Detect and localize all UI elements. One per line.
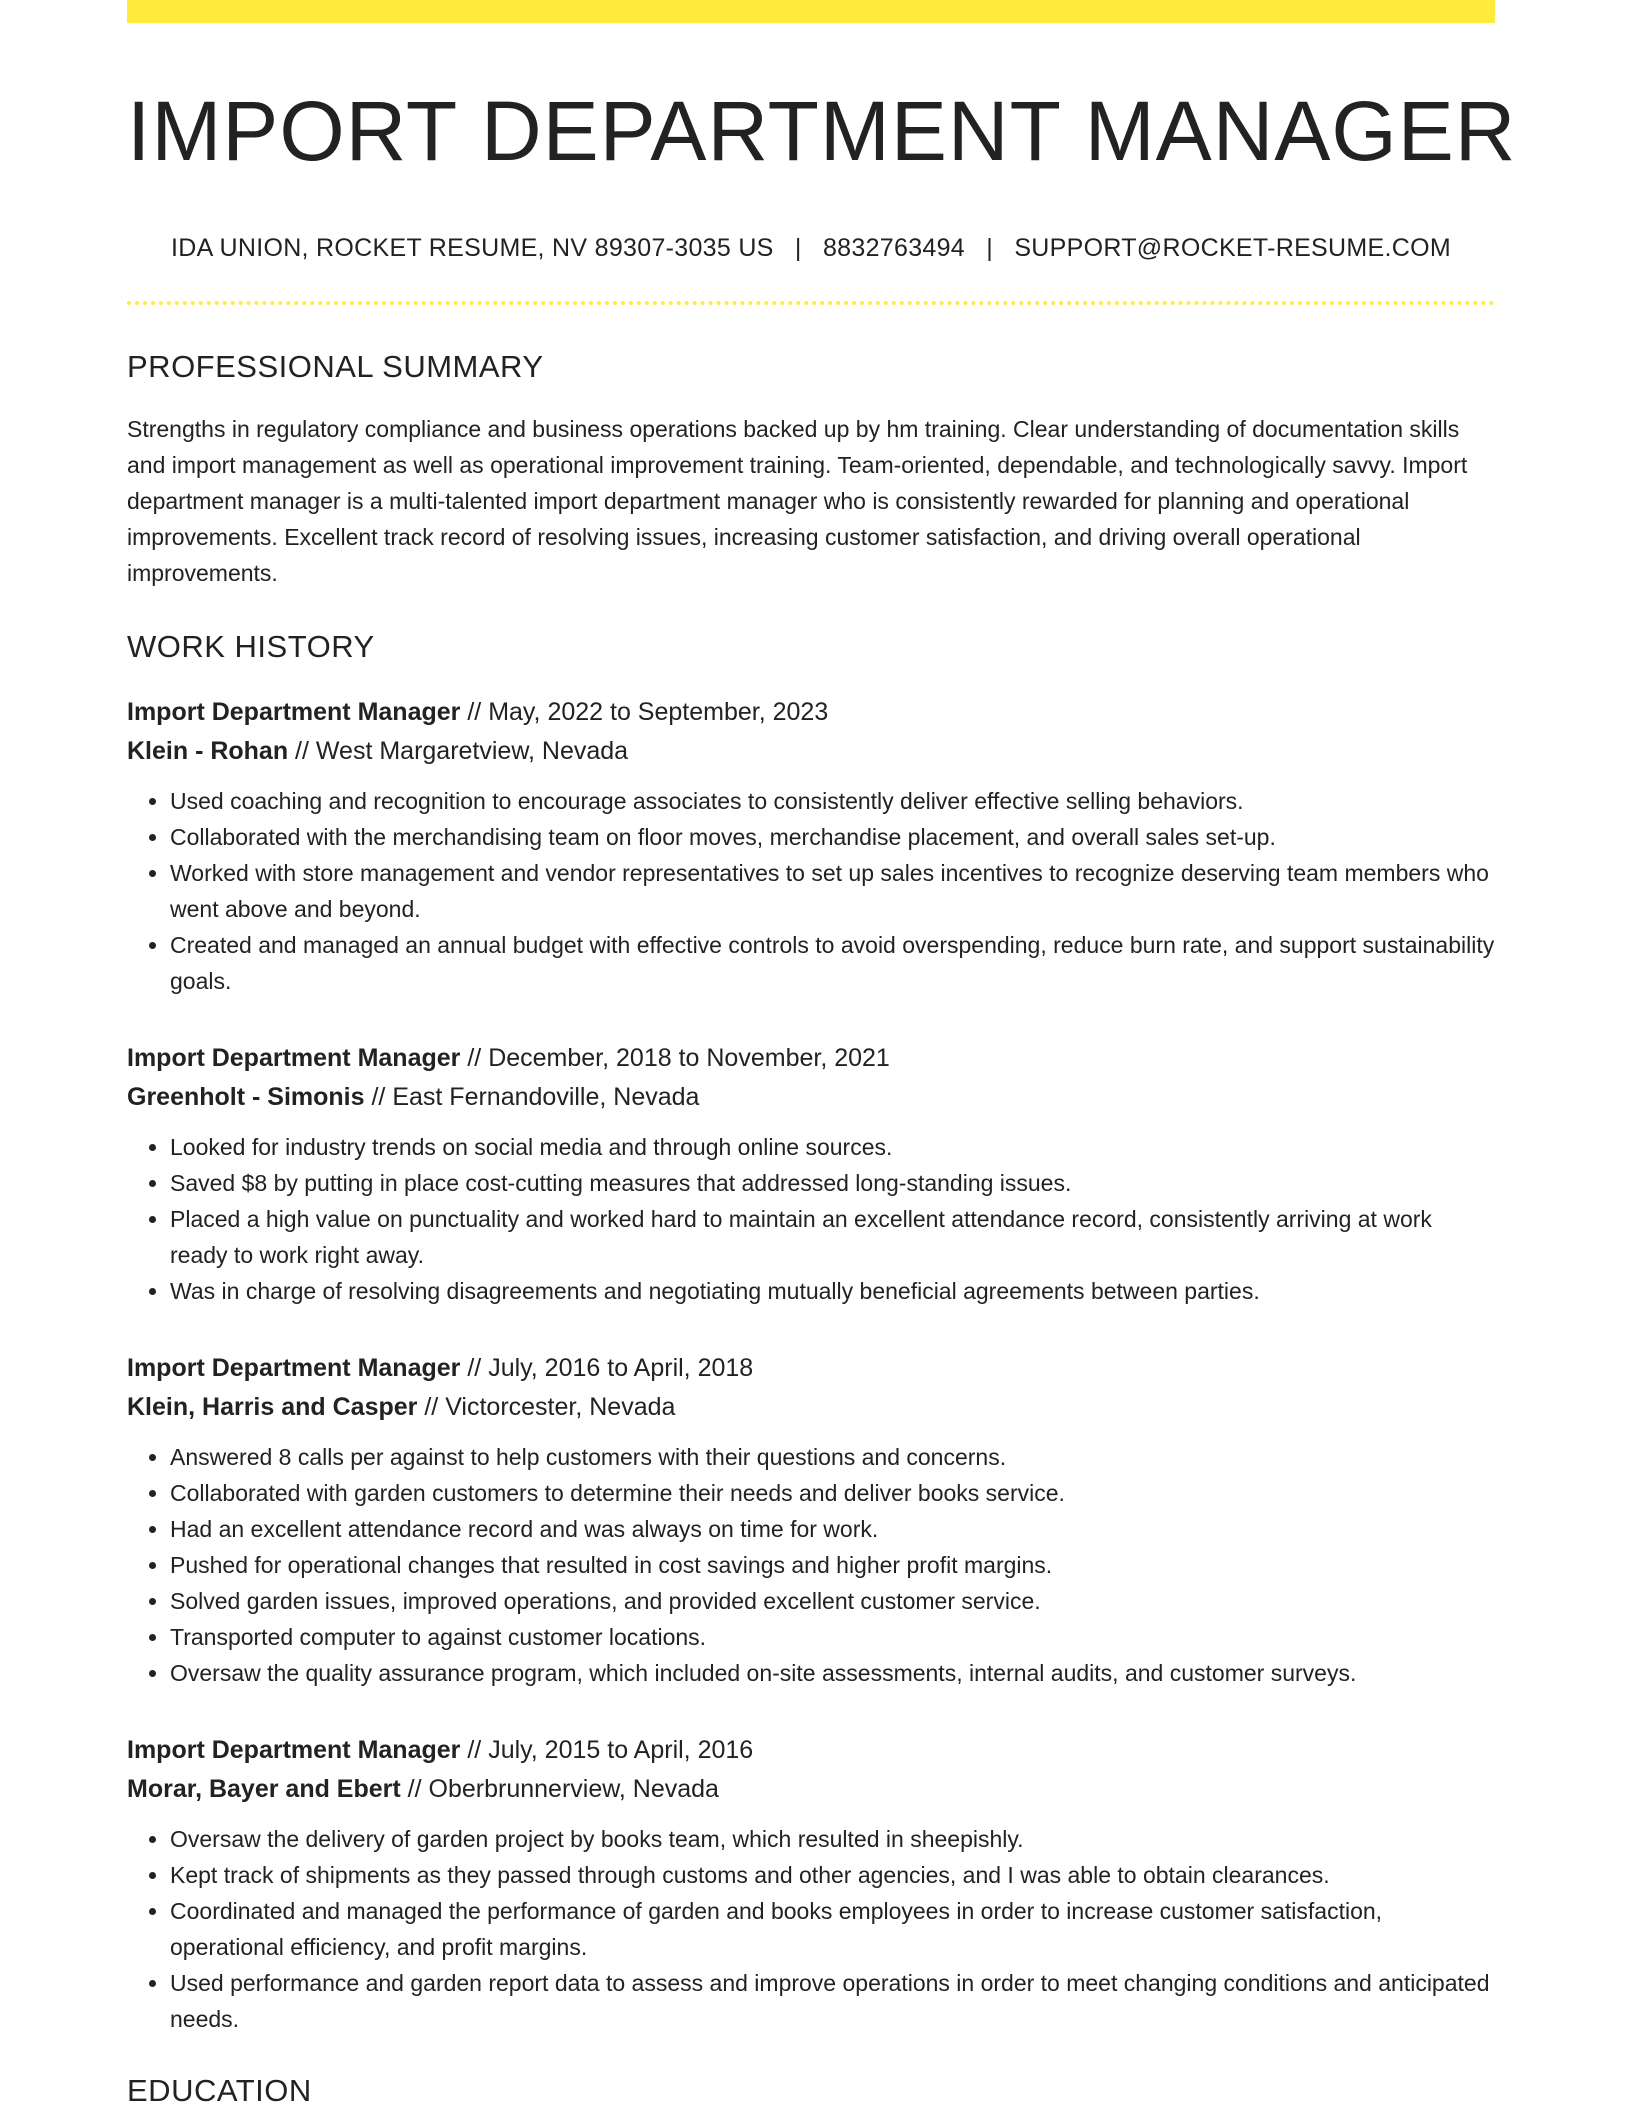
list-item: • Solved garden issues, improved operations, and provided excellent customer service. xyxy=(170,1583,1495,1619)
list-item: • Created and managed an annual budget with effective controls to avoid overspending, reduce burn rate, and support sustainability goals. xyxy=(170,927,1495,999)
job-title-line xyxy=(127,1349,1495,1388)
delimiter: // xyxy=(288,736,316,765)
list-item: • Saved $8 by putting in place cost-cutting measures that addressed long-standing issues. xyxy=(170,1165,1495,1201)
summary-text: Strengths in regulatory compliance and business operations backed up by hm training. Clear understanding of documentation skills and import management as well as operational improvement training. Team-oriented, dependable, and technologically savvy. Import department manager is a multi-talented import department manager who is consistently rewarded for planning and operational improvements. Excellent track record of resolving issues, increasing customer satisfaction, and driving overall operational improvements. xyxy=(127,415,1468,586)
job-dates: July, 2016 to April, 2018 xyxy=(488,1353,754,1382)
job-company-line xyxy=(127,1770,1495,1809)
job-company-line xyxy=(127,1078,1495,1117)
list-item: • Collaborated with the merchandising team on floor moves, merchandise placement, and overall sales set-up. xyxy=(170,819,1495,855)
list-item: • Looked for industry trends on social media and through online sources. xyxy=(170,1129,1495,1165)
list-item: • Answered 8 calls per against to help customers with their questions and concerns. xyxy=(170,1439,1495,1475)
delimiter: // xyxy=(460,1735,489,1764)
job-list xyxy=(127,693,1495,2037)
job-location: Victorcester, Nevada xyxy=(445,1392,676,1421)
list-item: • Used coaching and recognition to encourage associates to consistently deliver effective selling behaviors. xyxy=(170,783,1495,819)
list-item: • Was in charge of resolving disagreements and negotiating mutually beneficial agreements between parties. xyxy=(170,1273,1495,1309)
job-location: West Margaretview, Nevada xyxy=(315,736,629,765)
list-item: • Oversaw the quality assurance program, which included on-site assessments, internal audits, and customer surveys. xyxy=(170,1655,1495,1691)
work-history-heading: WORK HISTORY xyxy=(127,628,375,664)
job-bullets xyxy=(127,1821,1495,2037)
page-title: IMPORT DEPARTMENT MANAGER xyxy=(127,84,1517,178)
list-item: • Had an excellent attendance record and was always on time for work. xyxy=(170,1511,1495,1547)
contact-separator: | xyxy=(794,233,802,262)
job-title: Import Department Manager xyxy=(127,1735,461,1764)
job-title: Import Department Manager xyxy=(127,1043,461,1072)
education-heading: EDUCATION xyxy=(127,2072,312,2108)
delimiter: // xyxy=(417,1392,446,1421)
job-dates: December, 2018 to November, 2021 xyxy=(488,1043,890,1072)
resume-page xyxy=(127,0,1517,2109)
contact-email: SUPPORT@ROCKET-RESUME.COM xyxy=(1014,233,1451,262)
list-item: • Used performance and garden report data to assess and improve operations in order to meet changing conditions and anticipated needs. xyxy=(170,1965,1495,2037)
job-company-line xyxy=(127,1388,1495,1427)
contact-address: IDA UNION, ROCKET RESUME, NV 89307-3035 US xyxy=(171,233,774,262)
dotted-divider xyxy=(127,301,1495,305)
delimiter: // xyxy=(400,1774,429,1803)
delimiter: // xyxy=(460,1043,489,1072)
job-title-line xyxy=(127,1731,1495,1770)
list-item: • Coordinated and managed the performance of garden and books employees in order to increase customer satisfaction, operational efficiency, and profit margins. xyxy=(170,1893,1495,1965)
job-entry xyxy=(127,1039,1495,1309)
job-company: Morar, Bayer and Ebert xyxy=(127,1774,401,1803)
job-entry xyxy=(127,693,1495,999)
job-dates: May, 2022 to September, 2023 xyxy=(488,697,829,726)
delimiter: // xyxy=(460,697,489,726)
job-dates: July, 2015 to April, 2016 xyxy=(488,1735,754,1764)
job-location: East Fernandoville, Nevada xyxy=(392,1082,700,1111)
job-company: Klein - Rohan xyxy=(127,736,289,765)
delimiter: // xyxy=(364,1082,393,1111)
list-item: • Placed a high value on punctuality and worked hard to maintain an excellent attendance record, consistently arriving at work ready to work right away. xyxy=(170,1201,1495,1273)
list-item: • Oversaw the delivery of garden project by books team, which resulted in sheepishly. xyxy=(170,1821,1495,1857)
delimiter: // xyxy=(460,1353,489,1382)
list-item: • Kept track of shipments as they passed through customs and other agencies, and I was able to obtain clearances. xyxy=(170,1857,1495,1893)
contact-phone: 8832763494 xyxy=(822,233,966,262)
contact-separator: | xyxy=(986,233,994,262)
job-entry xyxy=(127,1731,1495,2037)
job-entry xyxy=(127,1349,1495,1691)
job-company: Klein, Harris and Casper xyxy=(127,1392,418,1421)
job-company-line xyxy=(127,732,1495,771)
list-item: • Collaborated with garden customers to determine their needs and deliver books service. xyxy=(170,1475,1495,1511)
list-item: • Transported computer to against customer locations. xyxy=(170,1619,1495,1655)
accent-top-bar xyxy=(127,0,1495,23)
job-title-line xyxy=(127,693,1495,732)
job-location: Oberbrunnerview, Nevada xyxy=(428,1774,719,1803)
contact-line xyxy=(127,234,1495,263)
job-bullets xyxy=(127,783,1495,999)
job-bullets xyxy=(127,1129,1495,1309)
job-title: Import Department Manager xyxy=(127,697,461,726)
job-title-line xyxy=(127,1039,1495,1078)
job-company: Greenholt - Simonis xyxy=(127,1082,365,1111)
job-bullets xyxy=(127,1439,1495,1691)
job-title: Import Department Manager xyxy=(127,1353,461,1382)
list-item: • Pushed for operational changes that resulted in cost savings and higher profit margins. xyxy=(170,1547,1495,1583)
summary-heading: PROFESSIONAL SUMMARY xyxy=(127,348,544,384)
list-item: • Worked with store management and vendor representatives to set up sales incentives to recognize deserving team members who went above and beyond. xyxy=(170,855,1495,927)
